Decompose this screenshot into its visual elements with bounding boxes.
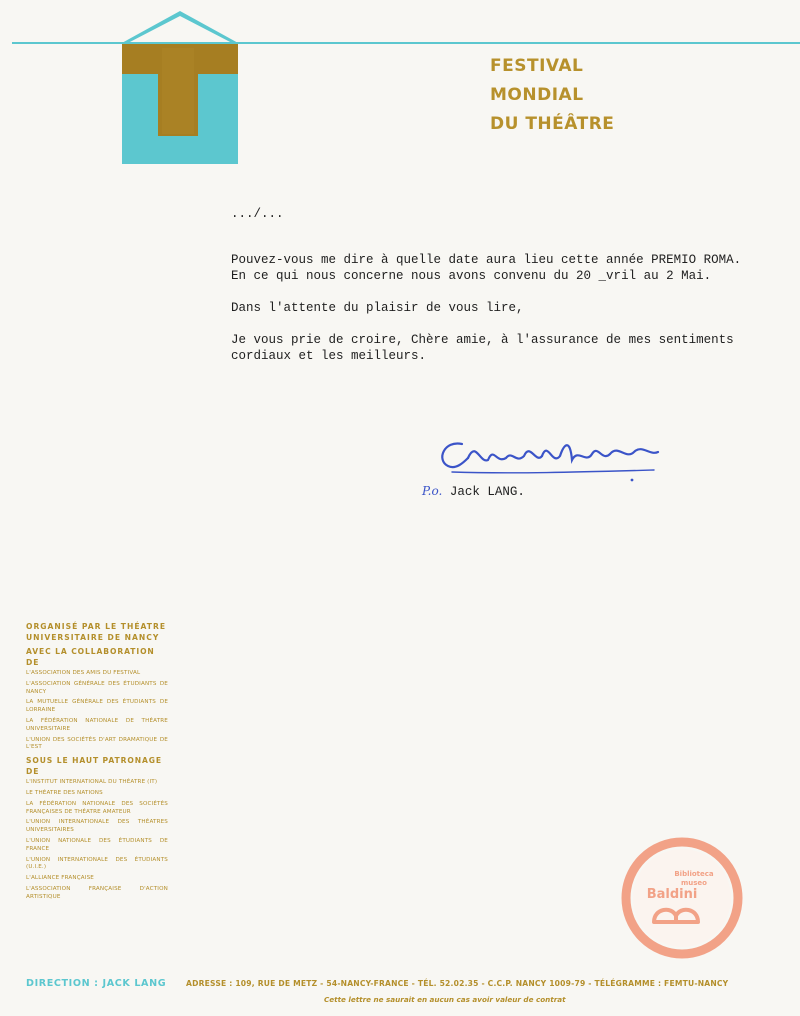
stamp-text: museo: [680, 879, 708, 887]
continuation-mark: .../...: [231, 207, 284, 221]
festival-title: [490, 52, 614, 139]
festival-title-line: FESTIVAL: [490, 56, 584, 76]
patron-item: LA FÉDÉRATION NATIONALE DES SOCIÉTÉS FRANÇAISES DE THÉATRE AMATEUR: [26, 800, 168, 815]
letter-body: [231, 206, 751, 380]
stamp-text: Biblioteca: [674, 870, 714, 878]
signer-line: [422, 484, 525, 499]
patronage-heading: SOUS LE HAUT PATRONAGE DE: [26, 756, 162, 776]
organiser-heading: ORGANISÉ PAR LE THÉATRE UNIVERSITAIRE DE NANCY: [26, 622, 167, 642]
collaborator-item: L'UNION DES SOCIÉTÉS D'ART DRAMATIQUE DE L'EST: [26, 736, 168, 751]
library-stamp: [620, 836, 744, 960]
signer-name: Jack LANG.: [449, 485, 525, 499]
patron-item: L'UNION INTERNATIONALE DES THÉATRES UNIVERSITAIRES: [26, 819, 168, 834]
direction-line: DIRECTION : JACK LANG: [26, 978, 167, 989]
patron-item: L'ASSOCIATION FRANÇAISE D'ACTION ARTISTIQUE: [26, 885, 168, 900]
patron-item: L'UNION NATIONALE DES ÉTUDIANTS DE FRANCE: [26, 837, 168, 852]
collaborator-item: L'ASSOCIATION GÉNÉRALE DES ÉTUDIANTS DE NANCY: [26, 680, 168, 695]
patron-item: L'INSTITUT INTERNATIONAL DU THÉATRE (IT): [26, 779, 158, 786]
collaborator-item: LA MUTUELLE GÉNÉRALE DES ÉTUDIANTS DE LORRAINE: [26, 699, 168, 714]
organizers-column: [26, 622, 168, 905]
patron-item: L'UNION INTERNATIONALE DES ÉTUDIANTS (U.I.E.): [26, 856, 168, 871]
collaborator-item: LA FÉDÉRATION NATIONALE DE THÉATRE UNIVERSITAIRE: [26, 717, 168, 732]
patron-item: L'ALLIANCE FRANÇAISE: [26, 875, 94, 882]
festival-title-line: DU THÉÂTRE: [490, 114, 615, 134]
letter-paragraph: Pouvez-vous me dire à quelle date aura lieu cette année PREMIO ROMA. En ce qui nous concerne nous avons convenu du 20 _vril au 2 Mai.: [231, 253, 742, 283]
collaboration-heading: AVEC LA COLLABORATION DE: [26, 647, 155, 667]
collaborator-item: L'ASSOCIATION DES AMIS DU FESTIVAL: [26, 670, 141, 676]
festival-title-line: MONDIAL: [490, 85, 584, 105]
signature-prefix: P.o.: [422, 484, 443, 498]
patron-item: LE THÉATRE DES NATIONS: [26, 789, 103, 796]
stamp-text: Baldini: [646, 887, 698, 902]
address-line: ADRESSE : 109, RUE DE METZ - 54-NANCY-FRANCE - TÉL. 52.02.35 - C.C.P. NANCY 1009-79 - TÉLÉGRAMME : FEMTU-NANCY: [186, 979, 729, 988]
handwritten-signature: [432, 430, 672, 490]
letter-paragraph: Je vous prie de croire, Chère amie, à l'assurance de mes sentiments cordiaux et les meilleurs.: [231, 333, 734, 363]
letter-paragraph: Dans l'attente du plaisir de vous lire,: [231, 301, 524, 315]
festival-logo: [116, 8, 244, 166]
disclaimer-line: Cette lettre ne saurait en aucun cas avoir valeur de contrat: [324, 995, 566, 1004]
